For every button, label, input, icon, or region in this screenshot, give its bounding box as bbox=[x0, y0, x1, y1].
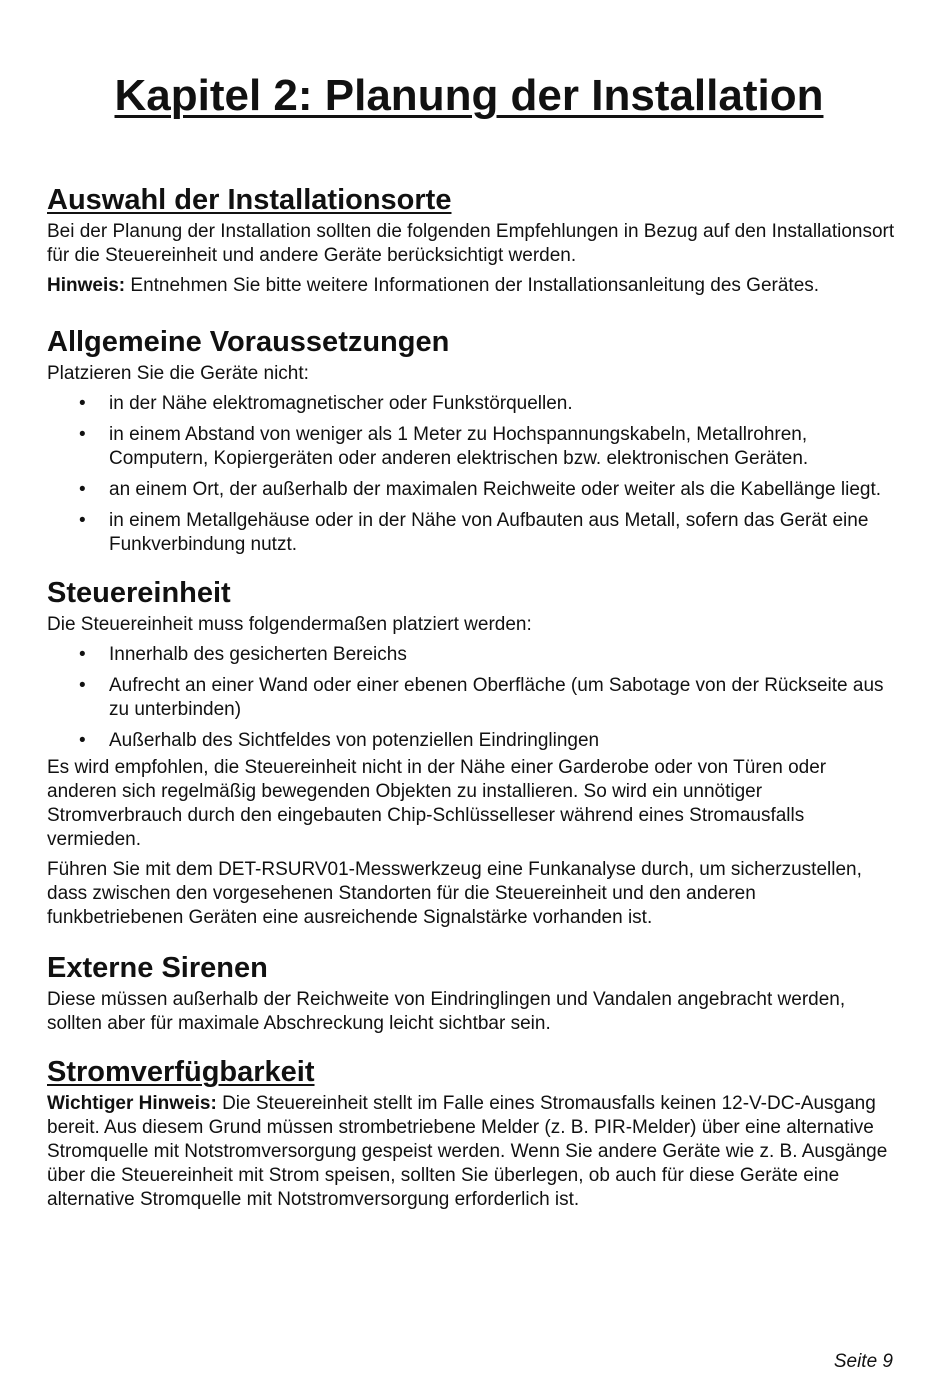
important-note-paragraph bbox=[47, 1092, 897, 1212]
list-item bbox=[47, 509, 897, 557]
body-paragraph: Diese müssen außerhalb der Reichweite von Eindringlingen und Vandalen angebracht werden, sollten aber für maximale Abschreckung leicht sichtbar sein. bbox=[47, 989, 846, 1034]
section-heading-strom: Stromverfügbarkeit bbox=[47, 1056, 315, 1088]
section-heading-steuereinheit: Steuereinheit bbox=[47, 577, 231, 609]
bullet-icon: • bbox=[79, 510, 86, 531]
bullet-icon: • bbox=[79, 393, 86, 414]
section-heading-allgemein: Allgemeine Voraussetzungen bbox=[47, 326, 450, 358]
list-item-text: Aufrecht an einer Wand oder einer ebenen Oberfläche (um Sabotage von der Rückseite aus zu unterbinden) bbox=[109, 675, 884, 720]
bullet-list-allgemein bbox=[47, 392, 897, 557]
list-item-text: in einem Metallgehäuse oder in der Nähe von Aufbauten aus Metall, sofern das Gerät eine Funkverbindung nutzt. bbox=[109, 510, 869, 555]
section-allgemein bbox=[47, 322, 897, 557]
important-note-label: Wichtiger Hinweis: bbox=[47, 1093, 217, 1114]
list-item bbox=[47, 643, 897, 667]
section-steuereinheit bbox=[47, 573, 897, 930]
note-paragraph bbox=[47, 274, 897, 298]
section-auswahl bbox=[47, 180, 897, 298]
body-paragraph: Es wird empfohlen, die Steuereinheit nicht in der Nähe einer Garderobe oder von Türen oder anderen sich regelmäßig bewegenden Objekten zu installieren. So wird ein unnötiger Stromverbrauch durch den eingebauten Chip-Schlüsselleser während eines Stromausfalls vermieden. bbox=[47, 757, 827, 850]
section-sirenen bbox=[47, 948, 897, 1036]
list-item bbox=[47, 392, 897, 416]
list-item-text: an einem Ort, der außerhalb der maximalen Reichweite oder weiter als die Kabellänge liegt. bbox=[109, 479, 882, 500]
list-item bbox=[47, 478, 897, 502]
bullet-icon: • bbox=[79, 675, 86, 696]
section-strom bbox=[47, 1052, 897, 1212]
bullet-icon: • bbox=[79, 424, 86, 445]
list-item-text: Innerhalb des gesicherten Bereichs bbox=[109, 644, 407, 665]
list-item-text: in einem Abstand von weniger als 1 Meter zu Hochspannungskabeln, Metallrohren, Computern, Kopiergeräten oder anderen elektrischen bzw. elektronischen Geräten. bbox=[109, 424, 809, 469]
bullet-list-steuereinheit bbox=[47, 643, 897, 753]
bullet-icon: • bbox=[79, 644, 86, 665]
page-number: Seite 9 bbox=[833, 1351, 893, 1372]
body-paragraph: Führen Sie mit dem DET-RSURV01-Messwerkzeug eine Funkanalyse durch, um sicherzustellen, dass zwischen den vorgesehenen Standorten für die Steuereinheit und den anderen funkbetriebenen Geräten eine ausreichende Signalstärke vorhanden ist. bbox=[47, 859, 862, 928]
list-item-text: Außerhalb des Sichtfeldes von potenziellen Eindringlingen bbox=[109, 730, 600, 751]
section-heading-auswahl: Auswahl der Installationsorte bbox=[47, 184, 452, 216]
chapter-title: Kapitel 2: Planung der Installation bbox=[114, 71, 824, 120]
section-intro-auswahl: Bei der Planung der Installation sollten die folgenden Empfehlungen in Bezug auf den Installationsort für die Steuereinheit und andere Geräte berücksichtigt werden. bbox=[47, 221, 895, 266]
note-text: Entnehmen Sie bitte weitere Informationen der Installationsanleitung des Gerätes. bbox=[125, 275, 820, 296]
page-content bbox=[47, 180, 897, 1212]
list-item bbox=[47, 729, 897, 753]
bullet-icon: • bbox=[79, 479, 86, 500]
list-item bbox=[47, 423, 897, 471]
section-heading-sirenen: Externe Sirenen bbox=[47, 952, 268, 984]
note-label: Hinweis: bbox=[47, 275, 126, 296]
section-intro-steuereinheit: Die Steuereinheit muss folgendermaßen platziert werden: bbox=[47, 614, 532, 635]
list-item bbox=[47, 674, 897, 722]
bullet-icon: • bbox=[79, 730, 86, 751]
list-item-text: in der Nähe elektromagnetischer oder Funkstörquellen. bbox=[109, 393, 573, 414]
important-note-text: Die Steuereinheit stellt im Falle eines Stromausfalls keinen 12-V-DC-Ausgang bereit. Aus diesem Grund müssen strombetriebene Melder (z. B. PIR-Melder) über eine alternative Stromquelle mit Notstromversorgung gespeist werden. Wenn Sie andere Geräte wie z. B. Ausgänge über die Steuereinheit mit Strom speisen, sollten Sie überlegen, ob auch für diese Geräte eine alternative Stromquelle mit Notstromversorgung erforderlich ist. bbox=[47, 1093, 888, 1210]
section-intro-allgemein: Platzieren Sie die Geräte nicht: bbox=[47, 363, 309, 384]
